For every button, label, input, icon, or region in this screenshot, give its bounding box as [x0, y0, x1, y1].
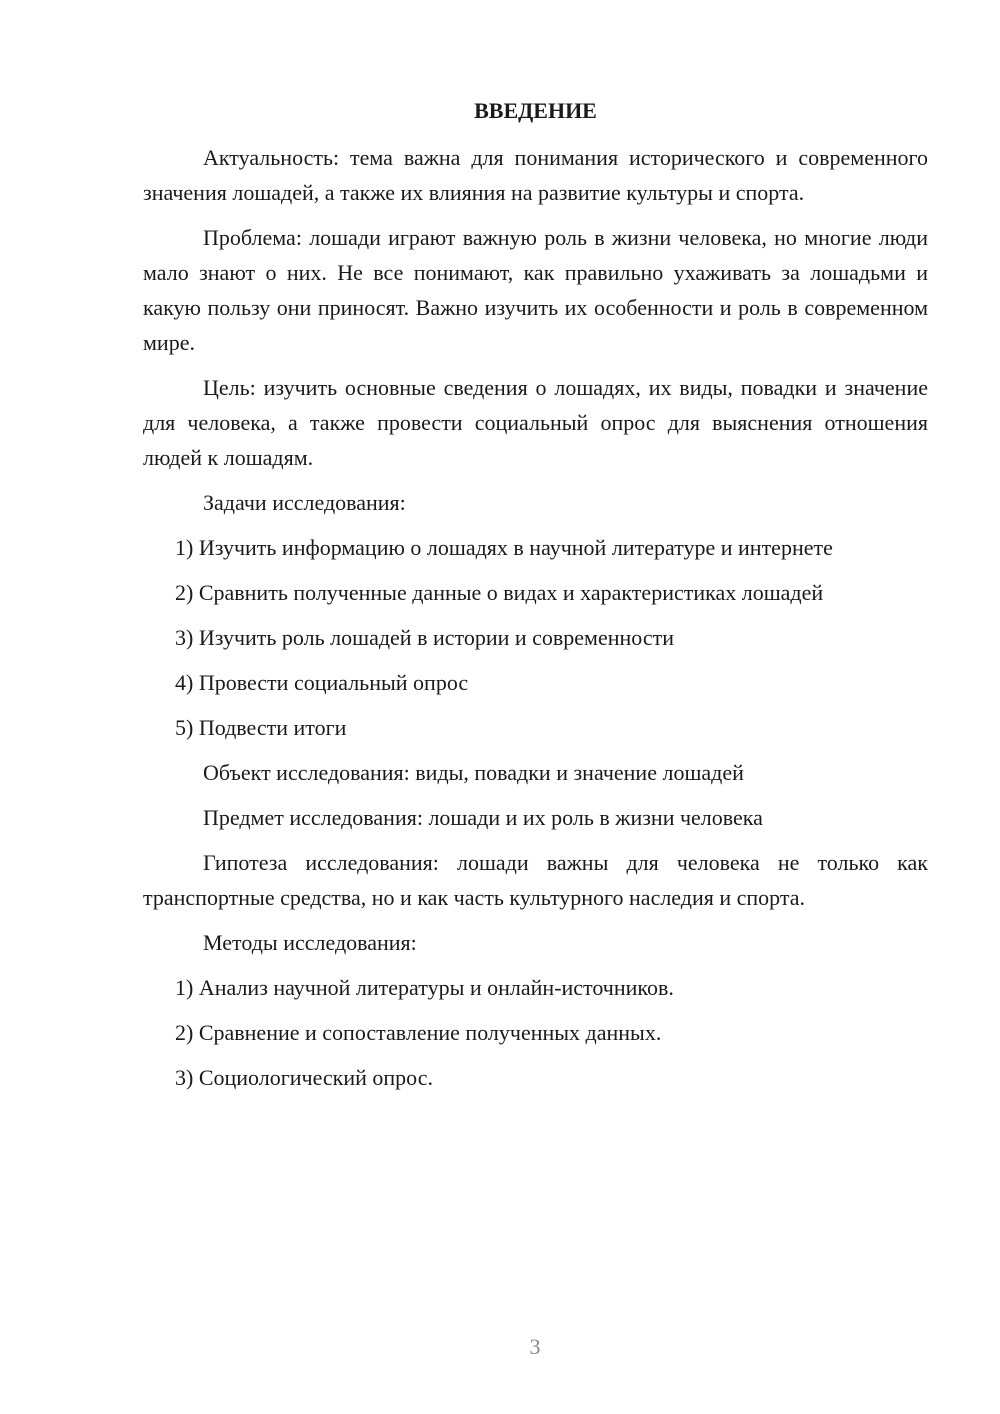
- section-title: ВВЕДЕНИЕ: [474, 98, 597, 123]
- page-content: [143, 96, 928, 1105]
- task-item: 4) Провести социальный опрос: [175, 670, 469, 695]
- subject-line: Предмет исследования: лошади и их роль в жизни человека: [203, 805, 763, 830]
- task-item: 5) Подвести итоги: [175, 715, 347, 740]
- tasks-heading: Задачи исследования:: [203, 490, 406, 515]
- task-item: 1) Изучить информацию о лошадях в научной литературе и интернете: [175, 535, 833, 560]
- methods-heading: Методы исследования:: [203, 930, 417, 955]
- method-item: 2) Сравнение и сопоставление полученных данных.: [175, 1020, 662, 1045]
- problem-paragraph: Проблема: лошади играют важную роль в жизни человека, но многие люди мало знают о них. Не все понимают, как правильно ухаживать за лошадьми и какую пользу они приносят. Важно изучить их особенности и роль в современном мире.: [143, 225, 928, 355]
- page-number: 3: [529, 1334, 541, 1359]
- task-item: 2) Сравнить полученные данные о видах и характеристиках лошадей: [175, 580, 824, 605]
- task-item: 3) Изучить роль лошадей в истории и современности: [175, 625, 674, 650]
- actuality-paragraph: Актуальность: тема важна для понимания исторического и современного значения лошадей, а также их влияния на развитие культуры и спорта.: [143, 145, 928, 205]
- method-item: 3) Социологический опрос.: [175, 1065, 433, 1090]
- goal-paragraph: Цель: изучить основные сведения о лошадях, их виды, повадки и значение для человека, а также провести социальный опрос для выяснения отношения людей к лошадям.: [143, 375, 928, 470]
- object-line: Объект исследования: виды, повадки и значение лошадей: [203, 760, 744, 785]
- hypothesis-paragraph: Гипотеза исследования: лошади важны для человека не только как транспортные средства, но и как часть культурного наследия и спорта.: [143, 850, 928, 910]
- method-item: 1) Анализ научной литературы и онлайн-источников.: [175, 975, 674, 1000]
